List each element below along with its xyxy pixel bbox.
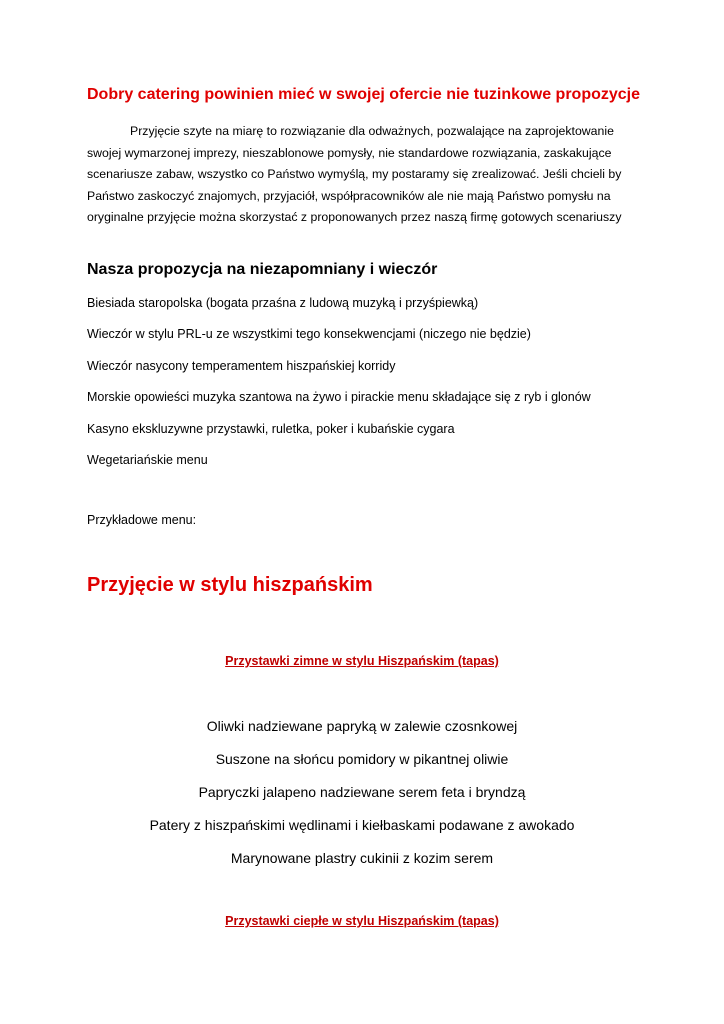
intro-paragraph xyxy=(87,121,627,229)
proposal-heading: Nasza propozycja na niezapomniany i wieczór xyxy=(87,261,438,278)
intro-line: Państwo zaskoczyć znajomych, przyjaciół, współpracowników ale nie mają Państwo pomysłu na xyxy=(87,188,611,203)
proposal-item: Biesiada staropolska (bogata przaśna z ludową muzyką i przyśpiewką) xyxy=(87,296,479,310)
proposal-item: Morskie opowieści muzyka szantowa na żywo i pirackie menu składające się z ryb i glonów xyxy=(87,390,591,405)
menu-item: Suszone na słońcu pomidory w pikantnej oliwie xyxy=(215,751,509,767)
proposal-item: Kasyno ekskluzywne przystawki, ruletka, poker i kubańskie cygara xyxy=(87,421,455,436)
warm-appetizers-heading: Przystawki ciepłe w stylu Hiszpańskim (tapas) xyxy=(225,914,499,928)
proposal-list xyxy=(87,294,591,482)
proposal-item: Wieczór nasycony temperamentem hiszpańskiej korridy xyxy=(87,358,396,373)
proposal-item: Wegetariańskie menu xyxy=(87,452,208,467)
spanish-party-heading: Przyjęcie w stylu hiszpańskim xyxy=(87,574,373,596)
offer-heading: Dobry catering powinien mieć w swojej ofercie nie tuzinkowe propozycje xyxy=(87,86,641,103)
cold-appetizers-heading: Przystawki zimne w stylu Hiszpańskim (tapas) xyxy=(225,654,499,668)
proposal-item: Wieczór w stylu PRL-u ze wszystkimi tego konsekwencjami (niczego nie będzie) xyxy=(87,327,531,342)
intro-line: swojej wymarzonej imprezy, nieszablonowe pomysły, nie standardowe rozwiązania, zaskakujące xyxy=(87,145,612,160)
example-menu-label: Przykładowe menu: xyxy=(87,513,197,527)
intro-line: oryginalne przyjęcie można skorzystać z proponowanych przez naszą firmę gotowych scenariuszy xyxy=(87,210,622,224)
intro-line: scenariusze zabaw, wszystko co Państwo wymyślą, my postaramy się zrealizować. Jeśli chcieli by xyxy=(87,167,622,181)
menu-item: Patery z hiszpańskimi wędlinami i kiełbaskami podawane z awokado xyxy=(149,817,575,833)
intro-line: Przyjęcie szyte na miarę to rozwiązanie dla odważnych, pozwalające na zaprojektowanie xyxy=(130,124,614,138)
menu-item: Papryczki jalapeno nadziewane serem feta i bryndzą xyxy=(198,784,526,800)
menu-item: Oliwki nadziewane papryką w zalewie czosnkowej xyxy=(206,718,518,734)
menu-item: Marynowane plastry cukinii z kozim serem xyxy=(230,850,494,866)
cold-appetizers-list xyxy=(0,716,724,881)
